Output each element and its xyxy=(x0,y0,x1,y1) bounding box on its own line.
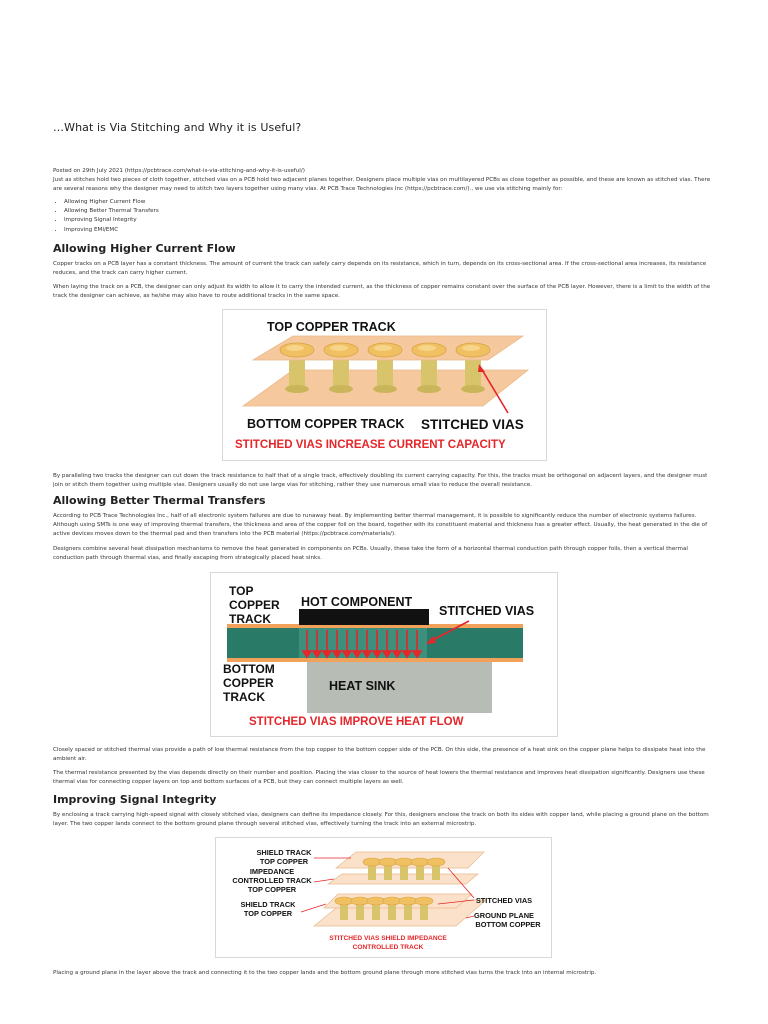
figure-caption: STITCHED VIAS INCREASE CURRENT CAPACITY xyxy=(235,439,506,451)
toc-item[interactable]: • Allowing Higher Current Flow xyxy=(64,198,159,207)
label-top-copper: TOP COPPER xyxy=(259,857,309,866)
figure-caption: STITCHED VIAS SHIELD IMPEDANCE xyxy=(329,935,447,942)
paragraph: Designers combine several heat dissipation mechanisms to remove the heat generated in components on PCBs. Usually, these take the form of a horizontal thermal conduction path through copper foils, then a vertical thermal conduction path through thermal vias, and finally escaping from strategically placed heat sinks. xyxy=(53,546,688,562)
label-copper: COPPER xyxy=(229,598,280,612)
toc-item[interactable]: • Allowing Better Thermal Transfers xyxy=(64,207,159,216)
label-stitched-vias: STITCHED VIAS xyxy=(421,417,524,432)
figure-current-capacity xyxy=(222,309,547,461)
label-bottom-track: BOTTOM COPPER TRACK xyxy=(247,417,405,431)
label-ground-plane: GROUND PLANE xyxy=(474,911,534,920)
label-top-copper: TOP COPPER xyxy=(243,909,293,918)
paragraph: By enclosing a track carrying high-speed signal with closely stitched vias, designers can define its impedance closely. For this, designers enclose the track on both its sides with copper land, while placing a ground plane on the bottom layer. The two copper lands connect to the bottom ground plane through several stitched vias, effectively turning the track into an external microstrip. xyxy=(53,812,709,828)
posted-line: Posted on 29th July 2021 (https://pcbtrace.com/what-is-via-stitching-and-why-it-is-useful/) xyxy=(53,168,305,174)
figure-signal-integrity xyxy=(215,837,552,958)
label-stitched-vias: STITCHED VIAS xyxy=(439,604,535,618)
article-title: …What is Via Stitching and Why it is Useful? xyxy=(53,121,302,134)
paragraph: Closely spaced or stitched thermal vias provide a path of low thermal resistance from the top copper to the bottom copper side of the PCB. On this side, the presence of a heat sink on the copper plane helps to dissipate heat into the ambient air. xyxy=(53,747,706,763)
intro-paragraph: Just as stitches hold two pieces of cloth together, stitched vias on a PCB hold two adjacent planes together. Designers place multiple vias on multilayered PCBs as close together as possible, and these are known as stitched vias. There are several reasons why the designer may need to stitch two layers together using many vias. At PCB Trace Technologies Inc (https://pcbtrace.com/)., we use via stitching mainly for: xyxy=(53,177,711,192)
toc-item[interactable]: • Improving EMI/EMC xyxy=(64,226,159,235)
section-heading-signal: Improving Signal Integrity xyxy=(53,793,217,806)
hot-component-shape xyxy=(299,609,429,625)
figure-caption: CONTROLLED TRACK xyxy=(352,944,424,951)
post-meta xyxy=(53,167,715,194)
paragraph: When laying the track on a PCB, the designer can only adjust its width to allow it to carry the intended current, as the thickness of copper remains constant over the surface of the PCB layer. However, there is a limit to the width of the track the designer can achieve, as he/she may also have to route additional tracks in the same space. xyxy=(53,284,711,300)
label-impedance: IMPEDANCE xyxy=(249,867,295,876)
label-shield-track: SHIELD TRACK xyxy=(256,848,312,857)
figure-heat-flow xyxy=(210,572,558,737)
paragraph: According to PCB Trace Technologies Inc., half of all electronic system failures are due to runaway heat. By implementing better thermal management, it is possible to significantly reduce the number of electronic systems failures. Although using SMTs is one way of improving thermal transfers, the thickness and area of the copper foil on the board, together with its constituent material and thickness has a greater effect. Usually, the heat generated in the die of active devices moves down to the thermal pad and then transfers into the PCB material (https://pcbtrace.com/materials/). xyxy=(53,513,708,538)
label-hot-component: HOT COMPONENT xyxy=(301,595,413,609)
paragraph: By paralleling two tracks the designer can cut down the track resistance to half that of a single track, effectively doubling its current carrying capacity. For this, the tracks must be orthogonal on adjacent layers, and the designer must join or stitch them together using multiple vias. Designers usually do not use large vias for stitching, rather they use numerous small vias to reduce the overall resistance. xyxy=(53,473,708,489)
toc-list xyxy=(64,198,159,235)
paragraph: The thermal resistance presented by the vias depends directly on their number and position. Placing the vias closer to the source of heat lowers the thermal resistance and improves heat dissipation significantly. Designers use these thermal vias for connecting copper layers on top and bottom surfaces of a PCB, but they can connect multiple layers as well. xyxy=(53,770,705,786)
figure-caption: STITCHED VIAS IMPROVE HEAT FLOW xyxy=(249,716,464,728)
label-heat-sink: HEAT SINK xyxy=(329,679,396,693)
toc-item[interactable]: • Improving Signal Integrity xyxy=(64,216,159,225)
label-bottom: BOTTOM xyxy=(223,662,275,676)
label-copper: COPPER xyxy=(223,676,274,690)
label-top: TOP xyxy=(229,584,254,598)
label-top-copper: TOP COPPER xyxy=(247,885,297,894)
paragraph: Placing a ground plane in the layer above the track and connecting it to the two copper lands and the bottom ground plane through more stitched vias turns the track into an internal microstrip. xyxy=(53,970,597,976)
paragraph: Copper tracks on a PCB layer has a constant thickness. The amount of current the track can safely carry depends on its resistance, which in turn, depends on its cross-sectional area. If the cross-sectional area increases, its resistance reduces, and the track can carry higher current. xyxy=(53,261,707,277)
label-stitched-vias: STITCHED VIAS xyxy=(475,896,533,905)
label-shield-track: SHIELD TRACK xyxy=(240,900,296,909)
label-track: TRACK xyxy=(223,690,265,704)
label-bottom-copper: BOTTOM COPPER xyxy=(475,920,541,929)
label-track: TRACK xyxy=(229,612,271,626)
label-controlled-track: CONTROLLED TRACK xyxy=(232,876,312,885)
label-top-track: TOP COPPER TRACK xyxy=(267,320,396,334)
section-heading-current: Allowing Higher Current Flow xyxy=(53,242,236,255)
section-heading-thermal: Allowing Better Thermal Transfers xyxy=(53,494,266,507)
